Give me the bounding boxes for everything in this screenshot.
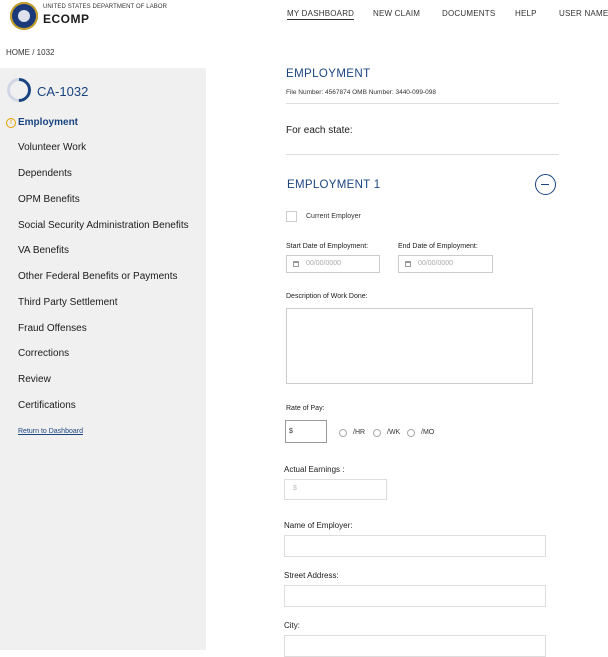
current-employer-checkbox[interactable] [286, 211, 297, 222]
actual-earnings-input[interactable] [284, 479, 387, 500]
rate-of-pay-label: Rate of Pay: [286, 405, 325, 412]
app-brand[interactable]: ECOMP [43, 12, 90, 26]
sidebar-item-review[interactable]: Review [18, 374, 51, 385]
pay-wk-radio[interactable] [373, 429, 381, 437]
start-date-label: Start Date of Employment: [286, 243, 369, 250]
return-to-dashboard-link[interactable]: Return to Dashboard [18, 428, 83, 435]
pay-mo-label: /MO [421, 429, 435, 436]
pay-wk-label: /WK [387, 429, 401, 436]
sidebar-item-ssa-benefits[interactable]: Social Security Administration Benefits [18, 220, 189, 231]
dol-seal-logo [10, 2, 38, 30]
rate-of-pay-input[interactable] [285, 420, 327, 443]
sidebar-item-corrections[interactable]: Corrections [18, 348, 70, 359]
state-heading: For each state: [286, 125, 353, 136]
sidebar [0, 68, 206, 650]
pay-mo-radio[interactable] [407, 429, 415, 437]
work-description-textarea[interactable] [286, 308, 533, 384]
calendar-icon [293, 261, 299, 267]
end-date-label: End Date of Employment: [398, 243, 478, 250]
sidebar-item-employment[interactable]: Employment [18, 117, 79, 128]
earnings-placeholder: $ [293, 485, 297, 492]
pay-prefix: $ [289, 428, 293, 435]
street-address-label: Street Address: [284, 571, 339, 580]
pay-hr-radio[interactable] [339, 429, 347, 437]
employer-name-input[interactable] [284, 535, 546, 557]
employer-name-label: Name of Employer: [284, 521, 353, 530]
form-id: CA-1032 [37, 84, 89, 99]
nav-user-name[interactable]: USER NAME [559, 9, 608, 18]
agency-name: UNITED STATES DEPARTMENT OF LABOR [43, 4, 168, 10]
sidebar-item-dependents[interactable]: Dependents [18, 168, 72, 179]
sidebar-item-volunteer-work[interactable]: Volunteer Work [18, 142, 87, 153]
work-description-label: Description of Work Done: [286, 293, 368, 300]
info-icon: ! [6, 118, 16, 128]
page-title: EMPLOYMENT [286, 68, 371, 80]
start-date-input[interactable] [286, 255, 380, 273]
city-input[interactable] [284, 635, 546, 657]
sidebar-item-va-benefits[interactable]: VA Benefits [18, 245, 69, 256]
nav-help[interactable]: HELP [515, 9, 537, 18]
start-date-placeholder: 00/00/0000 [306, 260, 342, 267]
breadcrumb[interactable]: HOME / 1032 [6, 48, 55, 57]
divider [286, 154, 559, 155]
pay-hr-label: /HR [353, 429, 366, 436]
sidebar-item-third-party-settlement[interactable]: Third Party Settlement [18, 297, 118, 308]
sidebar-item-certifications[interactable]: Certifications [18, 400, 76, 411]
sidebar-item-other-federal-benefits[interactable]: Other Federal Benefits or Payments [18, 271, 178, 282]
street-address-input[interactable] [284, 585, 546, 607]
divider [286, 103, 559, 104]
nav-documents[interactable]: DOCUMENTS [442, 9, 496, 18]
sidebar-item-opm-benefits[interactable]: OPM Benefits [18, 194, 80, 205]
collapse-minus-icon[interactable] [535, 174, 556, 195]
end-date-input[interactable] [398, 255, 493, 273]
calendar-icon [405, 261, 411, 267]
sidebar-item-fraud-offenses[interactable]: Fraud Offenses [18, 323, 87, 334]
current-employer-label: Current Employer [306, 213, 361, 220]
actual-earnings-label: Actual Earnings : [284, 465, 345, 474]
nav-new-claim[interactable]: NEW CLAIM [373, 9, 421, 18]
nav-my-dashboard[interactable]: MY DASHBOARD [287, 9, 355, 18]
city-label: City: [284, 621, 300, 630]
section-title: EMPLOYMENT 1 [287, 179, 381, 191]
file-meta: File Number: 4567874 OMB Number: 3440-099-098 [286, 89, 436, 96]
end-date-placeholder: 00/00/0000 [418, 260, 454, 267]
